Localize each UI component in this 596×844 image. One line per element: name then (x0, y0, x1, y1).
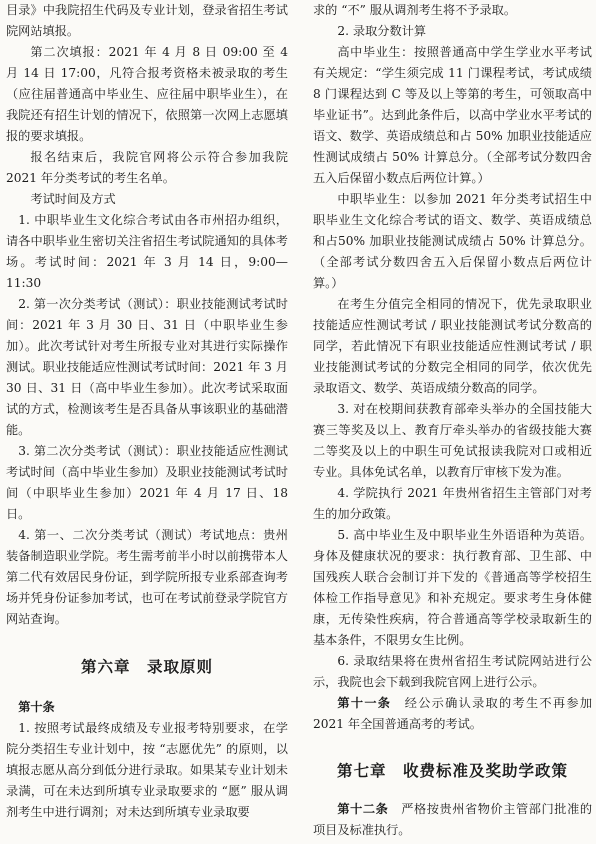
list-item-admission-5: 5. 高中毕业生及中职毕业生外语语种为英语。身体及健康状况的要求：执行教育部、卫生部、中国残疾人联合会制订并下发的《普通高等学校招生体检工作指导意见》和补充规定。要求考生身体健康，无传染性疾病，符合普通高等学校录取新生的基本条件，不限男女生比例。 (313, 528, 592, 647)
article-11-title: 第十一条 (337, 696, 392, 710)
list-item-exam-3: 3. 第二次分类考试（测试）：职业技能适应性测试考试时间（高中毕业生参加）及职业技能测试考试时间（中职毕业生参加）2021 年 4 月 17 日、18 日。 (6, 444, 288, 521)
heading-score-calculation: 2. 录取分数计算 (337, 24, 427, 38)
heading-exam-time: 考试时间及方式 (30, 192, 116, 206)
list-item-exam-2: 2. 第一次分类考试（测试）：职业技能测试考试时间：2021 年 3 月 30 日、31 日（中职毕业生参加）。此次考试针对考生所报专业对其进行实际操作测试。职业技能适应性测试考试时间：2021 年 3 月 30 日、31 日（高中毕业生参加）。此次考试采取面试的方式，检测该考生是否具备从事该职业的基础潜能。 (6, 297, 288, 437)
list-item-exam-4: 4. 第一、二次分类考试（测试）考试地点：贵州装备制造职业学院。考生需考前半小时以前携带本人第二代有效居民身份证，到学院所报专业系部查询考场并凭身份证参加考试，也可在考试前登录学院官方网站查询。 (6, 528, 288, 626)
list-item-admission-4: 4. 学院执行 2021 年贵州省招生主管部门对考生的加分政策。 (313, 486, 592, 521)
list-item-admission-3: 3. 对在校期间获教育部牵头举办的全国技能大赛三等奖及以上、教育厅牵头举办的省级技能大赛二等奖及以上的中职生可免试报读我院对口或相近专业。具体免试名单，以教育厅审核下发为准。 (313, 402, 592, 479)
paragraph-continued: 目录》中我院招生代码及专业计划，登录省招生考试院网站填报。 (6, 3, 288, 38)
list-item-exam-1: 1. 中职毕业生文化综合考试由各市州招办组织，请各中职毕业生密切关注省招生考试院通知的具体考场。考试时间：2021 年 3 月 14 日，9:00—11:30 (6, 213, 288, 290)
paragraph-registration-end: 报名结束后，我院官网将公示符合参加我院 2021 年分类考试的考生名单。 (6, 150, 288, 185)
article-10-title: 第十条 (18, 700, 55, 714)
paragraph-second-registration: 第二次填报：2021 年 4 月 8 日 09:00 至 4 月 14 日 17:00，凡符合报考资格未被录取的考生（应往届普通高中毕业生、应往届中职毕业生），在我院还有招生计划的情况下，依照第一次网上志愿填报的要求填报。 (6, 45, 288, 143)
left-column (6, 0, 288, 823)
paragraph-vocational-graduates: 中职毕业生：以参加 2021 年分类考试招生中职毕业生文化综合考试的语文、数学、英语成绩总和占50% 加职业技能测试成绩占 50% 计算总分。（全部考试分数四舍五入后保留小数点后两位计算。） (313, 192, 592, 290)
chapter-6-title: 第六章 录取原则 (80, 658, 213, 676)
chapter-7-title: 第七章 收费标准及奖助学政策 (336, 762, 568, 780)
article-12-text: 严格按贵州省物价主管部门批准的项目及标准执行。 (313, 802, 593, 837)
paragraph-high-school-graduates: 高中毕业生：按照普通高中学生学业水平考试有关规定：“学生须完成 11 门课程考试，考试成绩 8 门课程达到 C 等及以上等第的考生，可领取高中毕业证书”。达到此条件后，以高中学业水平考试的语文、数学、英语成绩总和占 50% 加职业技能适应性测试成绩占 50% 计算总分。（全部考试分数四舍五入后保留小数点后两位计算。） (313, 45, 592, 185)
article-11-text: 经公示确认录取的考生不再参加 2021 年全国普通高考的考试。 (313, 696, 593, 731)
paragraph-tie-break: 在考生分值完全相同的情况下，优先录取职业技能适应性测试考试 / 职业技能测试考试分数高的同学，若此情况下有职业技能适应性测试考试 / 职业技能测试考试的分数完全相同的同学，依次优先录取语文、数学、英语成绩分数高的同学。 (313, 297, 592, 395)
paragraph-continued: 求的 “不” 服从调剂考生将不予录取。 (313, 3, 517, 17)
article-12-title: 第十二条 (337, 802, 389, 816)
right-column (313, 0, 592, 841)
list-item-admission-6: 6. 录取结果将在贵州省招生考试院网站进行公示，我院也会下载到我院官网上进行公示。 (313, 654, 592, 689)
list-item-admission-1: 1. 按照考试最终成绩及专业报考特别要求，在学院分类招生专业计划中，按 “志愿优先” 的原则，以填报志愿从高分到低分进行录取。如果某专业计划未录满，可在未达到所填专业录取要求的 “愿” 服从调剂考生中进行调剂；对未达到所填专业录取要 (6, 721, 288, 819)
